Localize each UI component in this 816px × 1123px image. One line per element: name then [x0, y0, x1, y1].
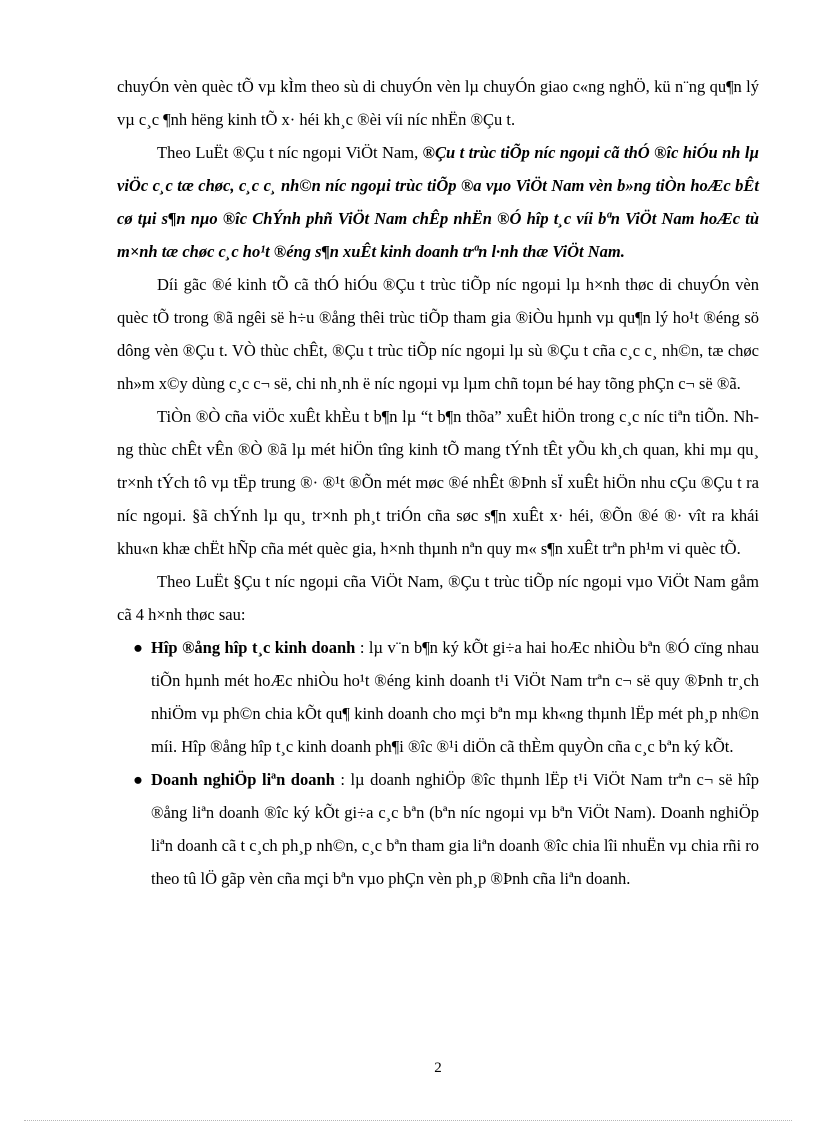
- bullet-dot-icon: ●: [133, 638, 143, 657]
- bullet-joint-venture-text: : lµ doanh nghiÖp ®îc thµnh lËp t¹i ViÖt Nam trªn c¬ së hîp ®ång liªn doanh ®îc ký kÕt gi÷a c¸c bªn (bªn níc ngoµi vµ bªn ViÖt Nam). Doanh nghiÖp liªn doanh cã t c¸ch ph¸p nh©n, c¸c bªn tham gia liªn doanh ®îc chia lîi nhuËn vµ chia rñi ro theo tû lÖ gãp vèn cña mçi bªn vµo phÇn vèn ph¸p ®Þnh cña liªn doanh.: [151, 770, 759, 888]
- page-number: 2: [434, 1060, 442, 1076]
- document-page: [117, 70, 759, 895]
- paragraph-intro-continued: chuyÓn vèn quèc tÕ vµ kÌm theo sù di chuyÓn vèn lµ chuyÓn giao c«ng nghÖ, kü n¨ng qu¶n lý vµ c¸c ¶nh hëng kinh tÕ x· héi kh¸c ®èi víi níc nhËn ®Çu t.: [117, 77, 759, 129]
- bullet-joint-venture-title: Doanh nghiÖp liªn doanh: [151, 770, 335, 789]
- bullet-business-contract: [117, 631, 759, 763]
- bullet-dot-icon: ●: [133, 770, 143, 789]
- paragraph-law-definition-emphasis: ®Çu t trùc tiÕp níc ngoµi cã thÓ ®îc hiÓu nh lµ viÖc c¸c tæ chøc, c¸c c¸ nh©n níc ngoµi trùc tiÕp ®a vµo ViÖt Nam vèn b»ng tiÒn hoÆc bÊt cø tµi s¶n nµo ®îc ChÝnh phñ ViÖt Nam chÊp nhËn ®Ó hîp t¸c víi bªn ViÖt Nam hoÆc tù m×nh tæ chøc c¸c ho¹t ®éng s¶n xuÊt kinh doanh trªn l·nh thæ ViÖt Nam.: [117, 143, 759, 261]
- paragraph-law-definition: [117, 136, 759, 268]
- paragraph-forms-intro: Theo LuËt §Çu t níc ngoµi cña ViÖt Nam, ®Çu t trùc tiÕp níc ngoµi vµo ViÖt Nam gåm cã 4 h×nh thøc sau:: [117, 572, 759, 624]
- paragraph-capital-export: TiÒn ®Ò cña viÖc xuÊt khÈu t b¶n lµ “t b¶n thõa” xuÊt hiÖn trong c¸c níc tiªn tiÕn. Nhng thùc chÊt vÊn ®Ò ®ã lµ mét hiÖn tîng kinh tÕ mang tÝnh tÊt yÕu kh¸ch quan, khi mµ qu¸ tr×nh tÝch tô vµ tËp trung ®· ®¹t ®Õn mét møc ®é nhÊt ®Þnh sÏ xuÊt hiÖn nhu cÇu ®Çu t ra níc ngoµi. §ã chÝnh lµ qu¸ tr×nh ph¸t triÓn cña søc s¶n xuÊt x· héi, ®Õn ®é ®· vît ra khái khu«n khæ chËt hÑp cña mét quèc gia, h×nh thµnh nªn quy m« s¶n xuÊt trªn ph¹m vi quèc tÕ.: [117, 407, 759, 558]
- page-bottom-divider: [24, 1120, 792, 1121]
- paragraph-economic-view: Díi gãc ®é kinh tÕ cã thÓ hiÓu ®Çu t trùc tiÕp níc ngoµi lµ h×nh thøc di chuyÓn vèn quèc tÕ trong ®ã ngêi së h÷u ®ång thêi trùc tiÕp tham gia ®iÒu hµnh vµ qu¶n lý ho¹t ®éng sö dông vèn ®Çu t. VÒ thùc chÊt, ®Çu t trùc tiÕp níc ngoµi lµ sù ®Çu t cña c¸c c¸ nh©n, tæ chøc nh»m x©y dùng c¸c c¬ së, chi nh¸nh ë níc ngoµi vµ lµm chñ toµn bé hay tõng phÇn c¬ së ®ã.: [117, 275, 759, 393]
- bullet-business-contract-text: : lµ v¨n b¶n ký kÕt gi÷a hai hoÆc nhiÒu bªn ®Ó cïng nhau tiÕn hµnh mét hoÆc nhiÒu ho¹t ®éng kinh doanh t¹i ViÖt Nam trªn c¬ së quy ®Þnh tr¸ch nhiÖm vµ ph©n chia kÕt qu¶ kinh doanh cho mçi bªn mµ kh«ng thµnh lËp mét ph¸p nh©n míi. Hîp ®ång hîp t¸c kinh doanh ph¶i ®îc ®¹i diÖn cã thÈm quyÒn cña c¸c bªn ký kÕt.: [151, 638, 760, 756]
- paragraph-law-definition-lead: Theo LuËt ®Çu t níc ngoµi ViÖt Nam,: [157, 143, 423, 162]
- bullet-business-contract-title: Hîp ®ång hîp t¸c kinh doanh: [151, 638, 356, 657]
- bullet-joint-venture: [117, 763, 759, 895]
